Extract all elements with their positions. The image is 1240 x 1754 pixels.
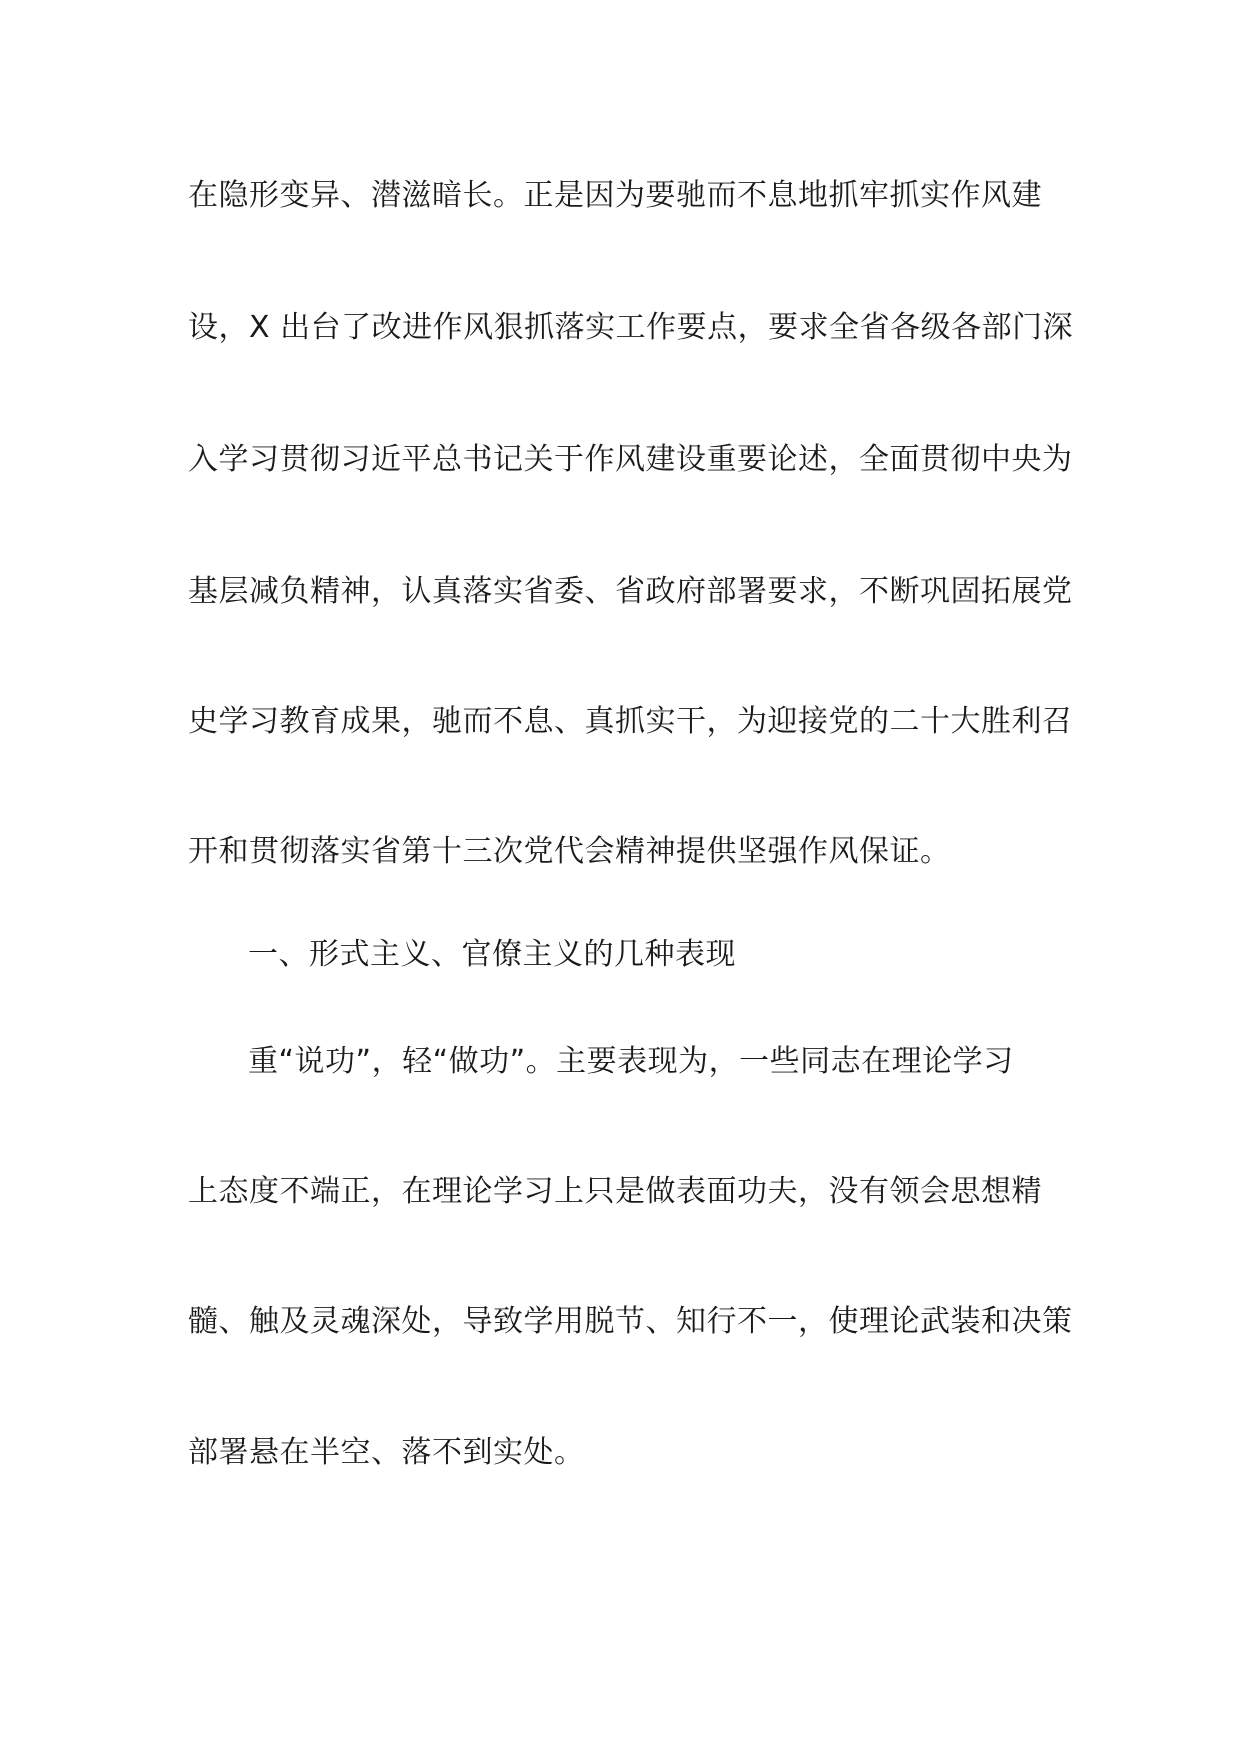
paragraph-2-line-4: 部署悬在半空、落不到实处。: [188, 1435, 585, 1470]
paragraph-2-line-2: 上态度不端正，在理论学习上只是做表面功夫，没有领会思想精: [188, 1174, 1042, 1209]
paragraph-1-line-6: 开和贯彻落实省第十三次党代会精神提供坚强作风保证。: [188, 834, 951, 869]
paragraph-1-line-5: 史学习教育成果，驰而不息、真抓实干，为迎接党的二十大胜利召: [188, 704, 1073, 739]
paragraph-1-line-1: 在隐形变异、潜滋暗长。正是因为要驰而不息地抓牢抓实作风建: [188, 178, 1042, 213]
paragraph-1-line-4: 基层减负精神，认真落实省委、省政府部署要求，不断巩固拓展党: [188, 574, 1073, 609]
paragraph-1-line-2: 设，X 出台了改进作风狠抓落实工作要点，要求全省各级各部门深: [188, 310, 1074, 345]
section-heading: 一、形式主义、官僚主义的几种表现: [248, 937, 736, 972]
paragraph-2-line-1: 重“说功”，轻“做功”。主要表现为，一些同志在理论学习: [248, 1044, 1014, 1079]
paragraph-1-line-3: 入学习贯彻习近平总书记关于作风建设重要论述，全面贯彻中央为: [188, 442, 1073, 477]
paragraph-2-line-3: 髓、触及灵魂深处，导致学用脱节、知行不一，使理论武装和决策: [188, 1304, 1073, 1339]
